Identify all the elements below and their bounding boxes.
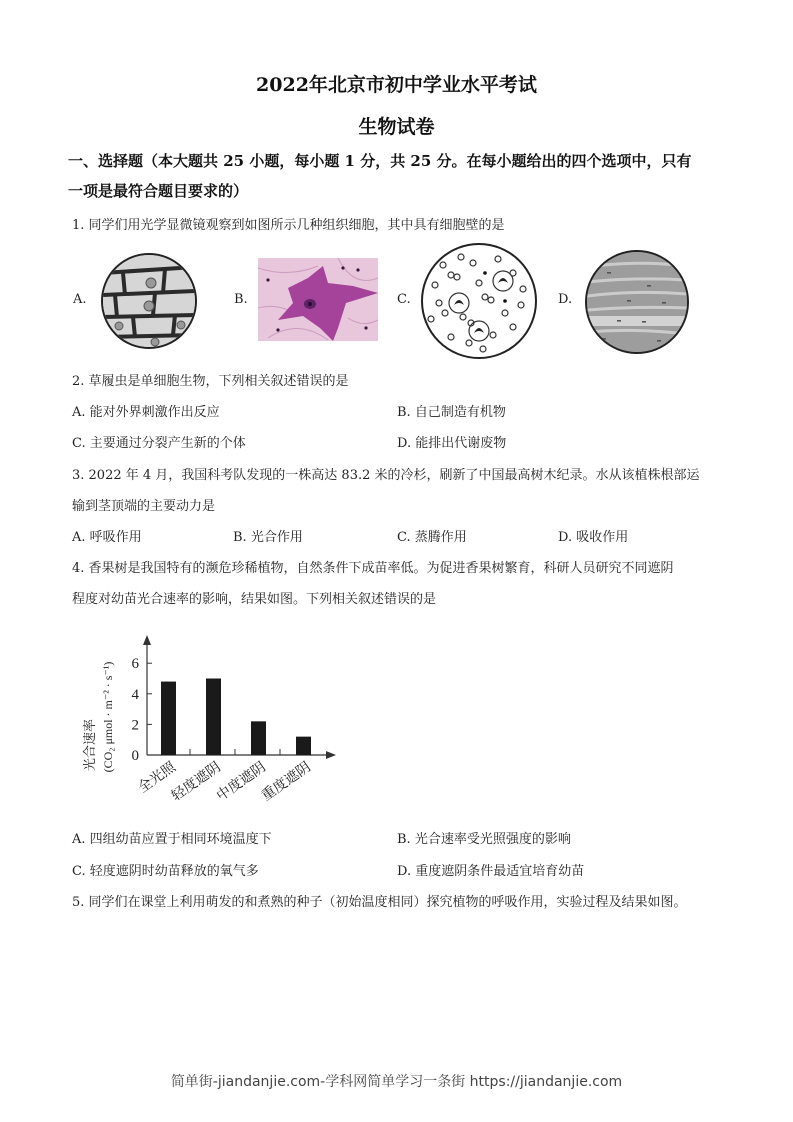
question-2-stem: 2. 草履虫是单细胞生物，下列相关叙述错误的是 [72, 374, 349, 389]
plant-cell-micrograph-icon [101, 253, 197, 349]
question-4-stem-line2: 程度对幼苗光合速率的影响，结果如图。下列相关叙述错误的是 [72, 592, 437, 607]
svg-text:重度遮阴: 重度遮阴 [259, 759, 314, 805]
q1-option-c-label: C. [397, 292, 411, 307]
q2-option-c[interactable]: C. 主要通过分裂产生新的个体 [72, 436, 246, 451]
q4-option-a[interactable]: A. 四组幼苗应置于相同环境温度下 [72, 832, 272, 847]
svg-text:4: 4 [131, 686, 139, 703]
photosynthesis-rate-chart [70, 625, 350, 815]
svg-text:全光照: 全光照 [135, 759, 179, 797]
exam-title: 2022年北京市初中学业水平考试 [256, 74, 537, 96]
q3-option-a[interactable]: A. 呼吸作用 [72, 530, 142, 545]
question-4-stem-line1: 4. 香果树是我国特有的濒危珍稀植物，自然条件下成苗率低。为促进香果树繁育，科研人员研究不同遮阴 [72, 561, 674, 576]
question-3-stem-line1: 3. 2022 年 4 月，我国科考队发现的一株高达 83.2 米的冷杉，刷新了中国最高树木纪录。水从该植株根部运 [72, 468, 700, 483]
q2-option-b[interactable]: B. 自己制造有机物 [397, 405, 506, 420]
question-3-stem-line2: 输到茎顶端的主要动力是 [72, 499, 216, 514]
svg-text:轻度遮阴: 轻度遮阴 [169, 759, 224, 805]
svg-text:中度遮阴: 中度遮阴 [214, 759, 269, 805]
footer-watermark: 简单街-jiandanjie.com-学科网简单学习一条街 https://jiandanjie.com [170, 1074, 623, 1090]
neuron-micrograph-icon [258, 258, 378, 341]
q3-option-c[interactable]: C. 蒸腾作用 [397, 530, 467, 545]
q3-option-b[interactable]: B. 光合作用 [233, 530, 303, 545]
question-1-stem: 1. 同学们用光学显微镜观察到如图所示几种组织细胞，其中具有细胞壁的是 [72, 218, 505, 233]
svg-text:光合速率: 光合速率 [82, 718, 97, 772]
section-header-line2: 一项是最符合题目要求的） [68, 182, 249, 200]
q4-option-c[interactable]: C. 轻度遮阴时幼苗释放的氧气多 [72, 864, 259, 879]
svg-text:0: 0 [131, 748, 139, 764]
q2-option-d[interactable]: D. 能排出代谢废物 [397, 436, 507, 451]
blood-cell-diagram-icon [421, 243, 537, 359]
svg-text:(CO₂ μmol · m⁻² · s⁻¹): (CO₂ μmol · m⁻² · s⁻¹) [101, 661, 115, 773]
q3-option-d[interactable]: D. 吸收作用 [558, 530, 629, 545]
q1-option-a-label: A. [73, 292, 87, 307]
q2-option-a[interactable]: A. 能对外界刺激作出反应 [72, 405, 220, 420]
q1-option-b-label: B. [234, 292, 248, 307]
muscle-tissue-micrograph-icon [585, 250, 689, 354]
q4-option-d[interactable]: D. 重度遮阴条件最适宜培育幼苗 [397, 864, 585, 879]
question-5-stem: 5. 同学们在课堂上利用萌发的和煮熟的种子（初始温度相同）探究植物的呼吸作用，实验过程及结果如图。 [72, 895, 687, 910]
section-header-line1: 一、选择题（本大题共 25 小题，每小题 1 分，共 25 分。在每小题给出的四个选项中，只有 [68, 152, 692, 170]
q4-option-b[interactable]: B. 光合速率受光照强度的影响 [397, 832, 571, 847]
q1-option-d-label: D. [558, 292, 573, 307]
svg-text:2: 2 [131, 717, 139, 734]
exam-subtitle: 生物试卷 [358, 116, 435, 138]
svg-text:6: 6 [131, 656, 139, 673]
